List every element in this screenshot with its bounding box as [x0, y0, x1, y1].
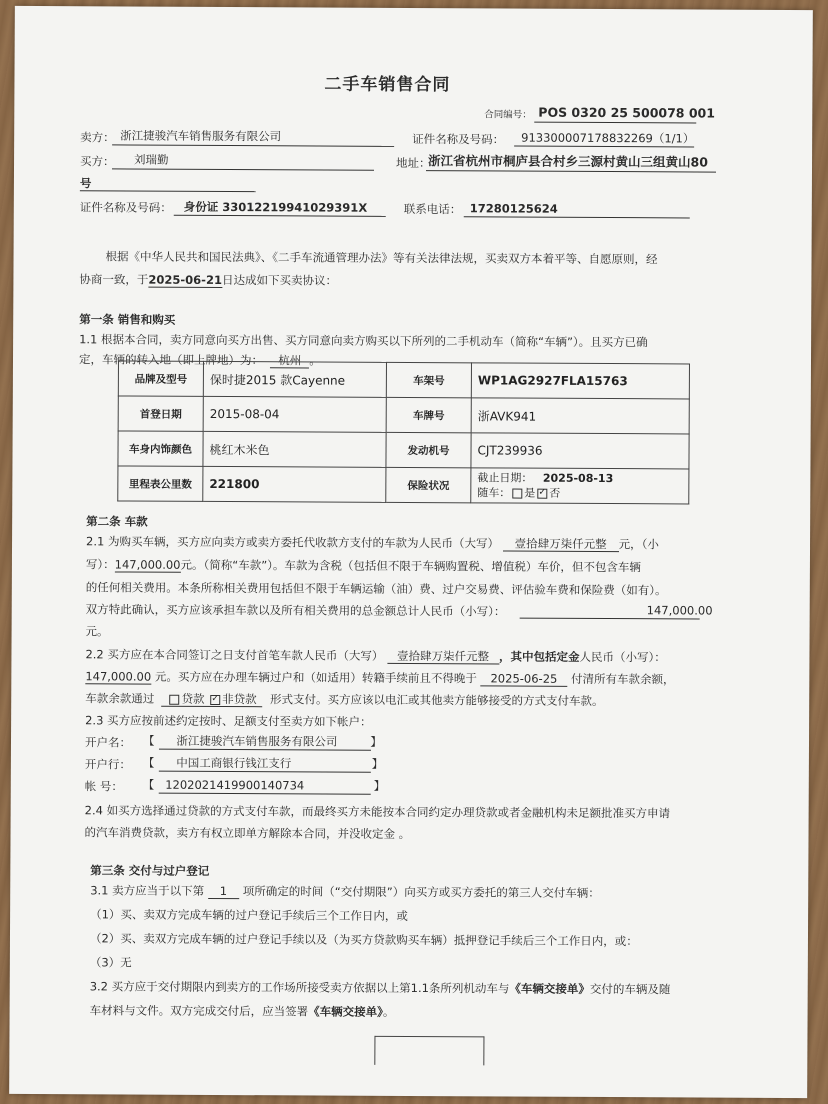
vehicle-info-table — [117, 360, 690, 504]
checkbox-icon — [512, 489, 522, 499]
section-1-heading: 第一条 销售和购买 — [79, 312, 176, 327]
s3-line-3: （2）买、卖双方完成车辆的过户登记手续以及（为买方贷款购买车辆）抵押登记手续后三个工作日内，或： — [89, 931, 638, 949]
s2-line-2: 写）：147,000.00元。（简称“车款”）。车款为含税（包括但不限于车辆购置税、增值税）车价，但不包含车辆 — [85, 557, 641, 575]
vin-value: WP1AG2927FLA15763 — [471, 363, 689, 399]
mileage-label: 里程表公里数 — [118, 466, 203, 501]
buyer-name: 刘瑞勤 — [134, 152, 169, 167]
page-number-box — [374, 1036, 484, 1066]
registration-city: 杭州 — [270, 353, 309, 368]
s2-line-11: 的汽车消费贷款，卖方有权立即单方解除本合同，并没收定金 。 — [84, 825, 411, 841]
buyer-id-label: 证件名称及号码： — [79, 200, 172, 215]
agreement-date: 2025-06-21 — [148, 272, 223, 288]
s2-line-4: 双方特此确认，买方应该承担车款以及所有相关费用的总金额总计人民币（小写）： — [85, 602, 506, 619]
account-name-row: 【 浙江捷骏汽车销售服务有限公司 】 — [142, 733, 382, 749]
account-name-label: 开户名： — [84, 735, 132, 750]
insurance-value: 截止日期： 2025-08-13 随车： 是 ✓ 否 — [471, 468, 689, 504]
s3-line-1: 3.1 卖方应当于以下第 1 项所确定的时间（“交付期限”）向买方或买方委托的第三人交付车辆： — [90, 883, 600, 900]
buyer-id-value: 身份证 330122199410293​91X — [183, 199, 368, 215]
section-2-heading: 第二条 车款 — [86, 514, 148, 529]
checked-box-icon: ✓ — [211, 693, 219, 704]
brand-model-label: 品牌及型号 — [118, 361, 203, 396]
seller-id-label: 证件名称及号码： — [412, 132, 505, 147]
seller-name: 浙江捷骏汽车销售服务有限公司 — [120, 128, 282, 144]
s2-line-10: 2.4 如买方选择通过贷款的方式支付车款，而最终买方未能按本合同约定办理贷款或者金融机构未足额批准买方申请 — [84, 803, 671, 821]
table-row — [118, 396, 689, 434]
intro-line-2: 协商一致，于2025-06-21日达成如下买卖协议： — [79, 272, 338, 288]
buyer-phone-label: 联系电话： — [403, 201, 462, 217]
buyer-address-label: 地址： — [396, 155, 431, 171]
total-amount: 147,000.00 — [646, 603, 713, 618]
s1-para-1: 1.1 根据本合同，卖方同意向买方出售、买方同意向卖方购买以下所列的二手机动车（简称“车辆”）。且买方已确 — [79, 332, 648, 350]
s2-line-7: 147,000.00 元。买方应在办理车辆过户和（如适用）转籍手续前且不得晚于 2025-06-25 付清所有车款余额， — [85, 669, 675, 687]
first-reg-date-label: 首登日期 — [118, 396, 203, 431]
table-row — [118, 361, 689, 399]
mileage-value: 221800 — [203, 466, 386, 502]
color-value: 桃红木米色 — [203, 431, 386, 467]
section-3-heading: 第三条 交付与过户登记 — [90, 863, 210, 878]
account-no-label: 帐 号： — [84, 779, 123, 794]
first-reg-date-value: 2015-08-04 — [203, 396, 386, 432]
plate-value: 浙AVK941 — [471, 398, 689, 434]
s1-para-2: 定，车辆的转入地（即上牌地）为： 杭州 。 — [78, 352, 321, 368]
plate-label: 车牌号 — [386, 397, 471, 432]
s2-line-3: 的任何相关费用。本条所称相关费用包括但不限于车辆运输（油）费、过户交易费、评估验车费和保险费（如有）。 — [85, 580, 667, 598]
contract-no-value: POS 0320 25 500078 001 — [538, 104, 716, 121]
seller-label: 卖方： — [80, 130, 115, 145]
checked-box-icon: ✓ — [538, 487, 547, 498]
s2-line-6: 2.2 买方应在本合同签订之日支付首笔车款人民币（大写） 壹拾肆万柒仟元整 ，其中包括定金人民币（小写）： — [85, 647, 666, 665]
contract-no-label: 合同编号： — [484, 109, 532, 121]
s3-line-2: （1）买、卖双方完成车辆的过户登记手续后三个工作日内，或 — [90, 907, 408, 923]
s3-line-4: （3）无 — [89, 955, 132, 970]
table-row — [118, 431, 689, 469]
bank-label: 开户行： — [84, 757, 131, 772]
contract-page — [9, 6, 813, 1098]
account-no-row: 【 1202021419900140734 】 — [142, 777, 386, 793]
bank-name: 中国工商银行钱江支行 — [176, 755, 292, 771]
buyer-phone: 17280125624 — [469, 201, 558, 216]
s2-line-1: 2.1 为购买车辆，买方应向卖方或卖方委托代收款方支付的车款为人民币（大写） 壹拾肆万柒仟元整 元，（小 — [86, 534, 659, 552]
buyer-address: 浙江省杭州市桐庐县合村乡三源村黄山三组黄山80 — [428, 153, 708, 170]
account-name: 浙江捷骏汽车销售服务有限公司 — [176, 733, 338, 749]
s3-line-6: 车材料与文件。双方完成交付后，应当签署《车辆交接单》。 — [89, 1003, 395, 1019]
vin-label: 车架号 — [386, 362, 471, 397]
account-no: 1202021419900140734 — [165, 777, 305, 793]
table-row — [118, 466, 689, 504]
color-label: 车身内饰颜色 — [118, 431, 203, 466]
checkbox-icon — [170, 694, 180, 704]
intro-line-1: 根据《中华人民共和国民法典》、《二手车流通管理办法》等有关法律法规，买卖双方本着平等、自愿原则，经 — [105, 249, 658, 267]
s2-line-8: 车款余款通过 贷款 ✓ 非贷款 形式支付。买方应该以电汇或其他卖方能够接受的方式支付车款。 — [85, 691, 604, 709]
s3-line-5: 3.2 买方应于交付期限内到卖方的工作场所接受卖方依据以上第1.1条所列机动车与《车辆交接单》交付的车辆及随 — [89, 979, 671, 997]
engine-no-label: 发动机号 — [386, 432, 471, 467]
s2-line-9: 2.3 买方应按前述约定按时、足额支付至卖方如下帐户： — [85, 713, 372, 729]
buyer-label: 买方： — [80, 154, 115, 169]
brand-model-value: 保时捷2015 款Cayenne — [203, 361, 386, 397]
engine-no-value: CJT239936 — [471, 433, 689, 469]
buyer-address-cont: 号 — [79, 176, 92, 191]
bank-row: 【 中国工商银行钱江支行 】 — [142, 755, 384, 771]
seller-id-value: 913300007178832269（1/1） — [521, 130, 695, 146]
s2-line-5: 元。 — [85, 624, 109, 639]
page-title: 二手车销售合同 — [324, 74, 451, 96]
insurance-label: 保险状况 — [386, 467, 471, 502]
